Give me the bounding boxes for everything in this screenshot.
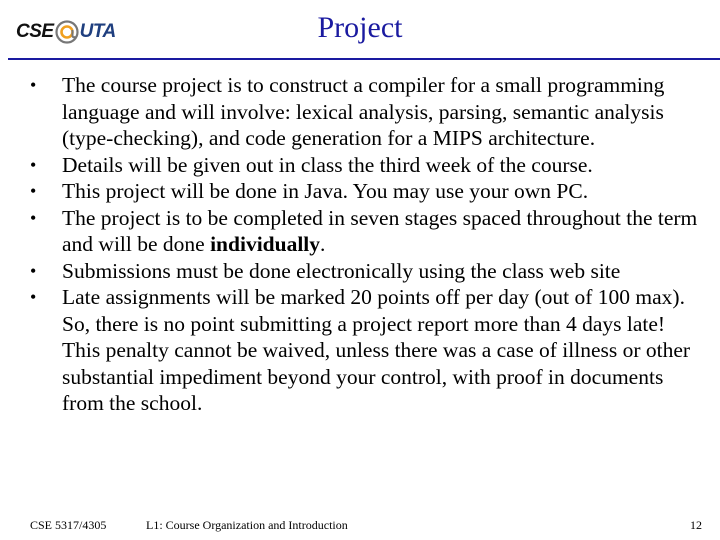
bullet-item bbox=[30, 152, 698, 179]
bullet-item bbox=[30, 205, 698, 258]
bullet-text: This project will be done in Java. You may use your own PC. bbox=[62, 179, 589, 203]
bullet-emphasis-text: individually bbox=[210, 232, 321, 256]
bullet-text: Details will be given out in class the third week of the course. bbox=[62, 152, 593, 177]
bullet-dot-icon: • bbox=[30, 260, 37, 281]
footer-lecture: L1: Course Organization and Introduction bbox=[146, 518, 348, 532]
bullet-text: The course project is to construct a compiler for a small programming language and will involve: lexical analysis, parsing, semantic analysis (type-checking), and code generation for a MIPS architecture. bbox=[62, 73, 665, 150]
bullet-text: . bbox=[320, 232, 326, 256]
slide-body bbox=[30, 72, 698, 417]
bullet-text: The project is to be completed in seven stages spaced throughout the term and will be done bbox=[62, 205, 698, 256]
logo-left-text: CSE bbox=[16, 21, 54, 42]
bullet-item bbox=[30, 72, 698, 152]
footer-page-number: 12 bbox=[690, 518, 702, 532]
slide-title-text: Project bbox=[317, 11, 403, 44]
title-divider bbox=[8, 58, 720, 60]
logo-right-text: UTA bbox=[79, 21, 116, 42]
bullet-dot-icon: • bbox=[30, 181, 37, 201]
bullet-dot-icon: • bbox=[30, 75, 37, 95]
footer-course: CSE 5317/4305 bbox=[30, 518, 107, 532]
bullet-dot-icon: • bbox=[30, 287, 37, 307]
bullet-text: Late assignments will be marked 20 points off per day (out of 100 max). So, there is no point submitting a project report more than 4 days late! This penalty cannot be waived, unless there was a case of illness or other substantial impediment beyond your control, with proof in documents from the school. bbox=[62, 285, 691, 415]
bullet-item bbox=[30, 258, 698, 285]
bullet-text: Submissions must be done electronically using the class web site bbox=[62, 258, 621, 283]
bullet-item bbox=[30, 178, 698, 205]
bullet-item bbox=[30, 284, 698, 417]
bullet-dot-icon: • bbox=[30, 154, 37, 175]
slide-title bbox=[0, 8, 720, 48]
bullet-dot-icon: • bbox=[30, 207, 37, 228]
bullet-list bbox=[30, 72, 698, 417]
